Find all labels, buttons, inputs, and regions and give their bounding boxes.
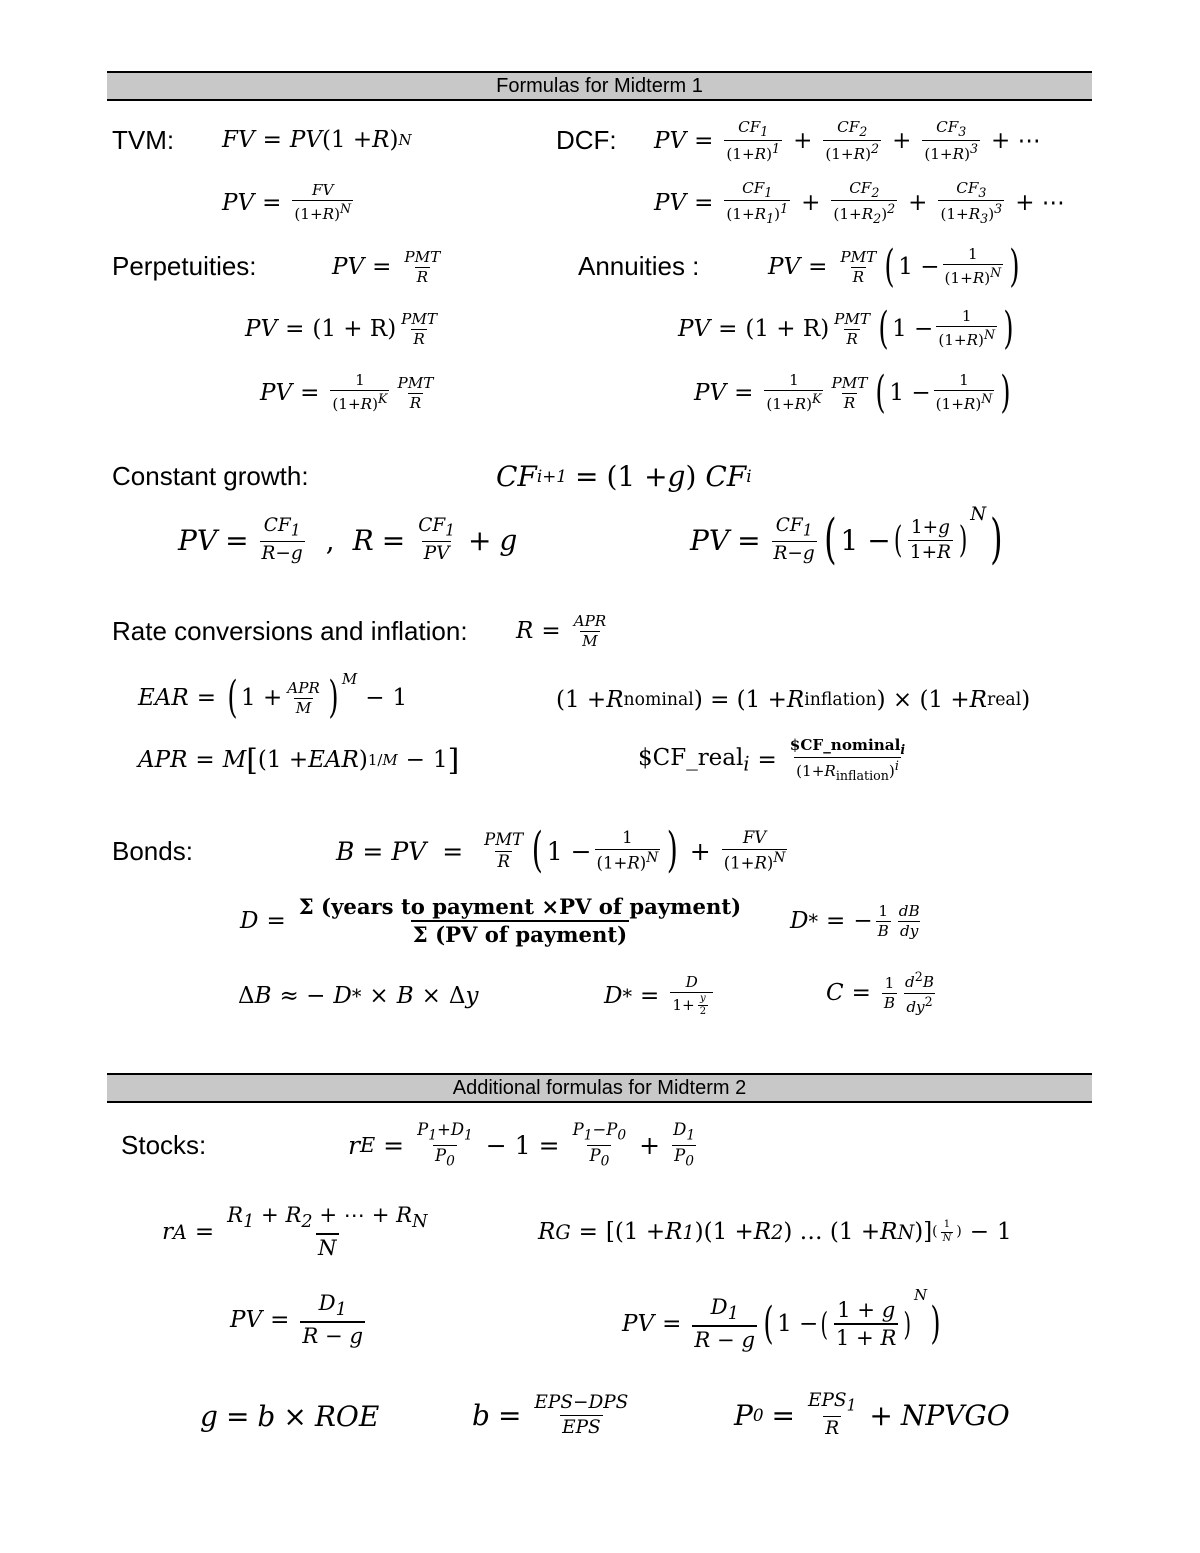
years-to-payment-text: years to payment	[331, 893, 535, 919]
nominal-subscript: nominal	[623, 690, 694, 710]
stock-growing-annuity-formula: PV = $\frac{D_1}{R - g}$ ( 1 − ( 1 + g 1 + R ) N )	[622, 1286, 941, 1353]
bonds-label: Bonds:	[112, 836, 193, 866]
price-change-approximation: Δ B ≈ − D * × B × Δ y	[238, 983, 479, 1009]
arithmetic-average-formula: r A = $\frac{R_1 + R_2 + \cdots + R_N}{N}$	[162, 1202, 428, 1261]
annuity-formula-2: PV = (1 + R) PMT R ( 1 − $\frac{1}{(1+R)^N}$ )	[678, 303, 1014, 355]
dcf-formula-2: PV = $\frac{CF_1}{(1+R_1)^1}$ + $\frac{CF_2}{(1+R_2)^2}$ + $\frac{CF_3}{(1+R_3)^3}$ + ⋯	[654, 178, 1065, 227]
inflation-subscript: inflation	[804, 690, 877, 710]
cf-nominal-text: $CF_nominal	[789, 735, 901, 754]
pvgo-formula: P 0 = $EPS_1$ R + NPVGO	[734, 1390, 1010, 1440]
tvm-label: TVM:	[112, 125, 175, 155]
pv-of-payment-text: PV of payment	[559, 893, 732, 919]
modified-duration-formula-2: D * = D 1+ $\frac{y}{2}$	[604, 962, 716, 1030]
sustainable-growth-formula: g = b × ROE	[200, 1399, 380, 1433]
inflation-subscript-2: inflation	[835, 768, 889, 784]
gordon-growth-formula: PV = $\frac{CF_1}{R-g}$ , R = $\frac{CF_1}{PV}$ + g	[178, 515, 518, 565]
stocks-label: Stocks:	[121, 1130, 207, 1160]
perpetuity-formula-1: PV = PMT R	[332, 247, 441, 286]
growing-annuity-formula: PV = $\frac{CF_1}{R-g}$ ( 1 − ( 1+g 1+R ) $^N$ )	[690, 504, 1003, 571]
bond-price-formula: B = PV = PMT R ( 1 − $\frac{1}{(1+R)^N}$ ) + $\frac{FV}{(1+R)^N}$	[336, 823, 786, 879]
annuity-formula-1: PV = PMT R ( 1 − $\frac{1}{(1+R)^N}$ )	[768, 241, 1020, 293]
apr-formula: APR = M [ (1 + EAR ) 1/M − 1 ]	[138, 742, 460, 778]
annuities-label: Annuities :	[578, 251, 700, 281]
cf-real-text: $CF_real	[638, 744, 744, 771]
midterm1-header: Formulas for Midterm 1	[107, 71, 1092, 101]
stock-gordon-formula: PV = $\frac{D_1}{R - g}$	[230, 1290, 364, 1349]
dcf-formula-1: PV = $\frac{CF_1}{(1+R)^1}$ + $\frac{CF_2}{(1+R)^2}$ + $\frac{CF_3}{(1+R)^3}$ + ⋯	[654, 118, 1041, 163]
stock-return-formula: r E = $\frac{P_1+D_1}{P_0}$ − 1 = $\frac{P_1-P_0}{P_0}$ + $\frac{D_1}{P_0}$	[348, 1120, 696, 1169]
midterm2-header: Additional formulas for Midterm 2	[107, 1073, 1092, 1103]
plowback-formula: b = EPS−DPS EPS	[472, 1392, 629, 1438]
constant-growth-cf-formula: CF i+1 = (1 + g ) CF i	[496, 459, 752, 493]
convexity-formula: C = $\frac{1}{B}$ $d^2B$ $dy^2$	[826, 969, 934, 1016]
tvm-fv-formula: FV = PV (1 + R ) N	[222, 127, 412, 153]
tvm-pv-formula: PV = $\frac{FV}{(1+R)^N}$	[222, 181, 352, 224]
constant-growth-label: Constant growth:	[112, 461, 309, 491]
dcf-label: DCF:	[556, 125, 617, 155]
perpetuity-formula-3: PV = $\frac{1}{(1+R)^K}$ PMT R	[260, 371, 434, 414]
periodic-rate-formula: R = APR M	[516, 611, 607, 650]
real-cash-flow-formula: $CF_real$_i$ = $CF_nominal$_i$ $(1+R_{inflation})^i$	[638, 735, 906, 784]
ear-formula: EAR = ( 1 + APR M ) $^M$ − 1	[138, 670, 408, 724]
perpetuity-formula-2: PV = (1 + R) PMT R	[245, 309, 438, 348]
rate-conversions-label: Rate conversions and inflation:	[112, 616, 468, 646]
duration-formula: D = Σ (years to payment ×PV of payment) Σ (PV of payment)	[240, 893, 742, 947]
pv-of-payment-text-2: PV of payment	[445, 922, 618, 947]
geometric-average-formula: R G = [(1 + R 1 )(1 + R 2 ) … (1 + R N )] ( $\frac{1}{N}$ ) − 1	[538, 1218, 1012, 1245]
real-subscript: real	[986, 690, 1022, 710]
annuity-formula-3: PV = $\frac{1}{(1+R)^K}$ PMT R ( 1 − $\frac{1}{(1+R)^N}$ )	[694, 367, 1011, 419]
modified-duration-formula: D * = − $\frac{1}{B}$ dB dy	[790, 901, 920, 940]
perpetuities-label: Perpetuities:	[112, 251, 257, 281]
fisher-equation: (1 + R nominal ) = (1 + R inflation ) × (1 + R real )	[556, 687, 1031, 713]
